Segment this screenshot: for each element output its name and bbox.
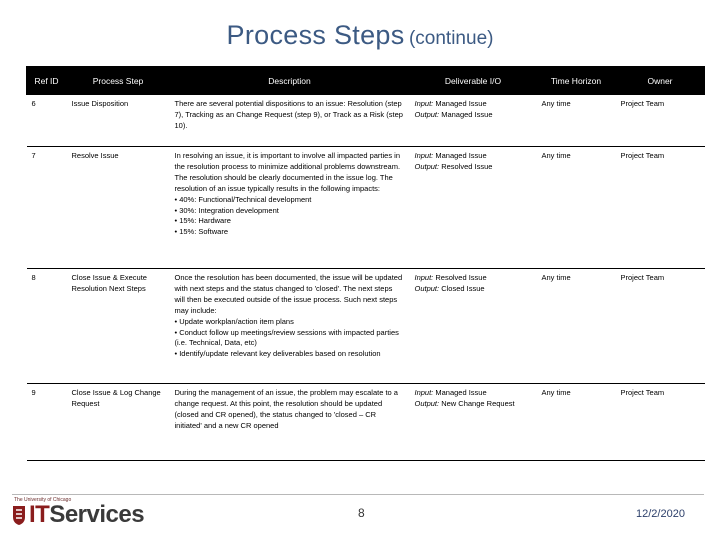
output-value: Managed Issue <box>441 109 493 119</box>
table-row <box>27 147 705 269</box>
input-label: Input: <box>414 388 434 397</box>
output-label: Output: <box>414 161 440 171</box>
cell-owner: Project Team <box>616 147 705 269</box>
description-bullet: • 30%: Integration development <box>174 205 279 215</box>
cell-step: Issue Disposition <box>67 95 170 147</box>
cell-owner: Project Team <box>616 95 705 147</box>
output-label: Output: <box>414 398 440 408</box>
cell-time: Any time <box>537 269 616 384</box>
input-value: Managed Issue <box>435 151 487 160</box>
output-value: Resolved Issue <box>441 161 493 171</box>
cell-description <box>170 147 410 269</box>
output-label: Output: <box>414 283 440 293</box>
title-sub: (continue) <box>408 28 494 49</box>
output-value: New Change Request <box>441 398 515 408</box>
table-header-row <box>27 67 705 95</box>
description-line: In resolving an issue, it is important to involve all impacted parties in the resolution process to minimize additional problems downstream. The resolution should be clearly documented in the issue log. The resolution of an issue typically results in the following impacts: <box>174 151 401 193</box>
cell-ref: 6 <box>27 95 67 147</box>
cell-deliverable <box>410 95 537 147</box>
process-steps-table <box>26 66 705 461</box>
header-time-horizon: Time Horizon <box>537 67 616 95</box>
description-bullet: • 15%: Hardware <box>174 216 231 226</box>
title-main: Process Steps <box>226 20 405 50</box>
cell-deliverable <box>410 147 537 269</box>
footer-divider <box>12 494 704 495</box>
table-row <box>27 95 705 147</box>
itservices-logo <box>12 502 144 528</box>
logo-services: Services <box>49 501 145 528</box>
cell-deliverable <box>410 384 537 461</box>
header-owner: Owner <box>616 67 705 95</box>
slide-date: 12/2/2020 <box>636 508 685 520</box>
input-label: Input: <box>414 273 434 282</box>
description-bullet: • Update workplan/action item plans <box>174 316 294 326</box>
cell-ref: 7 <box>27 147 67 269</box>
table-row <box>27 269 705 384</box>
cell-step: Close Issue & Log Change Request <box>67 384 170 461</box>
table-row <box>27 384 705 461</box>
cell-time: Any time <box>537 384 616 461</box>
cell-description <box>170 95 410 147</box>
logo-it: IT <box>29 501 50 528</box>
output-value: Closed Issue <box>441 283 485 293</box>
header-deliverable-io: Deliverable I/O <box>410 67 537 95</box>
description-bullet: • Conduct follow up meetings/review sessions with impacted parties (i.e. Technical, Data, etc) <box>174 327 399 348</box>
header-ref-id: Ref ID <box>27 67 67 95</box>
description-bullet: • 40%: Functional/Technical development <box>174 194 312 204</box>
page-number: 8 <box>358 506 365 520</box>
slide-title <box>0 20 720 51</box>
header-description: Description <box>170 67 410 95</box>
cell-description <box>170 269 410 384</box>
university-shield-icon <box>12 504 26 526</box>
cell-step: Close Issue & Execute Resolution Next Steps <box>67 269 170 384</box>
input-label: Input: <box>414 99 434 108</box>
description-line: During the management of an issue, the problem may escalate to a change request. At this point, the resolution should be updated (closed and CR opened), the status changed to 'closed – CR initiated' and a new CR opened <box>174 388 398 430</box>
output-label: Output: <box>414 109 440 119</box>
cell-time: Any time <box>537 95 616 147</box>
input-value: Managed Issue <box>435 99 487 108</box>
cell-ref: 9 <box>27 384 67 461</box>
cell-deliverable <box>410 269 537 384</box>
description-line: There are several potential dispositions to an issue: Resolution (step 7), Tracking as an Change Request (step 9), or Track as a Risk (step 10). <box>174 99 403 130</box>
description-line: Once the resolution has been documented, the issue will be updated with next steps and the status changed to 'closed'. The next steps will then be executed outside of the issue process. Such next steps may include: <box>174 273 403 315</box>
description-bullet: • 15%: Software <box>174 227 228 237</box>
university-name: The University of Chicago <box>14 497 72 503</box>
input-value: Resolved Issue <box>435 273 487 282</box>
input-label: Input: <box>414 151 434 160</box>
cell-step: Resolve Issue <box>67 147 170 269</box>
input-value: Managed Issue <box>435 388 487 397</box>
description-bullet: • Identify/update relevant key deliverables based on resolution <box>174 349 381 359</box>
header-process-step: Process Step <box>67 67 170 95</box>
cell-owner: Project Team <box>616 269 705 384</box>
cell-description <box>170 384 410 461</box>
cell-ref: 8 <box>27 269 67 384</box>
cell-owner: Project Team <box>616 384 705 461</box>
cell-time: Any time <box>537 147 616 269</box>
